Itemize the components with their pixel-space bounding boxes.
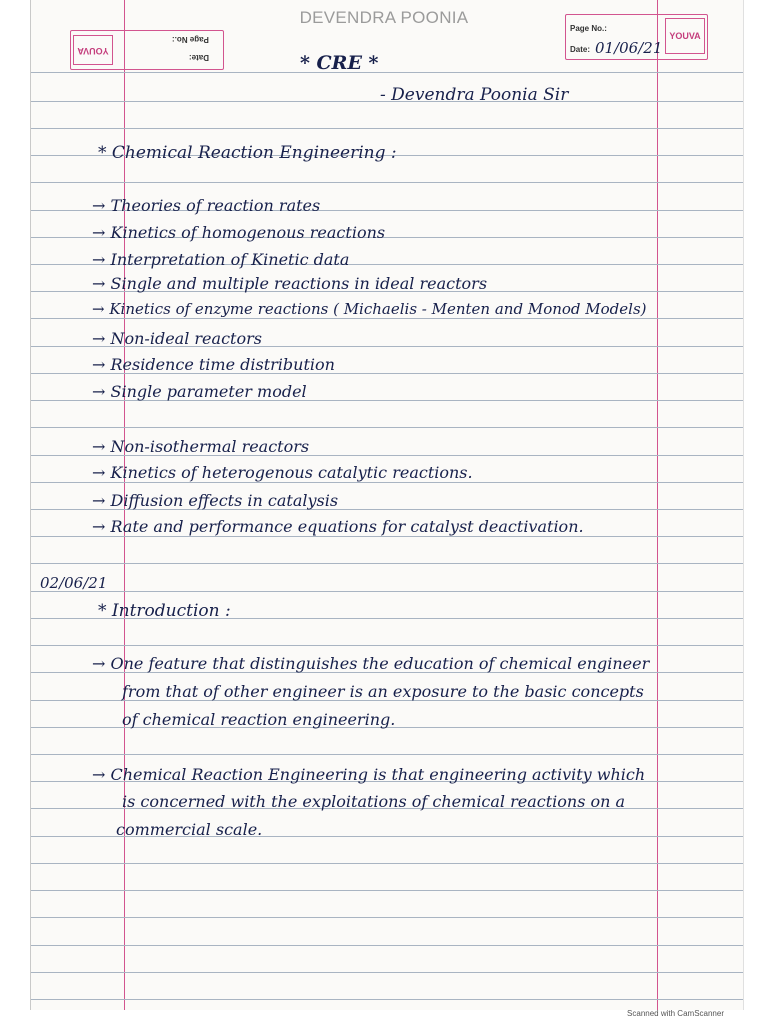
list-item: → Theories of reaction rates: [92, 196, 321, 215]
ruled-line: [31, 917, 743, 918]
page-title: * CRE *: [300, 52, 379, 74]
section-heading: * Chemical Reaction Engineering :: [98, 143, 397, 163]
right-margin-line: [657, 0, 658, 1010]
ruled-line: [31, 972, 743, 973]
ruled-line: [31, 645, 743, 646]
header-box-right: [565, 14, 708, 60]
date-label: Date:: [570, 45, 591, 54]
page-no-label: Page No.:: [172, 35, 209, 44]
list-item: → Non-isothermal reactors: [92, 437, 310, 456]
scanner-footer: Scanned with CamScanner: [627, 1009, 724, 1018]
ruled-line: [31, 890, 743, 891]
page-no-label: Page No.:: [570, 24, 607, 33]
ruled-line: [31, 945, 743, 946]
list-item: → Residence time distribution: [92, 355, 335, 374]
header-box-left: [70, 30, 224, 70]
list-item: → Interpretation of Kinetic data: [92, 250, 350, 269]
ruled-line: [31, 754, 743, 755]
ruled-line: [31, 427, 743, 428]
paragraph-line: of chemical reaction engineering.: [122, 710, 396, 729]
youva-logo: YOUVA: [73, 35, 113, 65]
paragraph-line: is concerned with the exploitations of chemical reactions on a: [122, 792, 626, 811]
list-item: → Kinetics of heterogenous catalytic reactions.: [92, 463, 473, 482]
ruled-line: [31, 482, 743, 483]
list-item: → Diffusion effects in catalysis: [92, 491, 339, 510]
ruled-line: [31, 318, 743, 319]
ruled-line: [31, 591, 743, 592]
list-item: → Rate and performance equations for catalyst deactivation.: [92, 517, 584, 536]
ruled-line: [31, 72, 743, 73]
paragraph-line: commercial scale.: [116, 820, 263, 839]
ruled-line: [31, 536, 743, 537]
entry-date: 02/06/21: [40, 574, 108, 592]
list-item: → Single and multiple reactions in ideal reactors: [92, 274, 488, 293]
ruled-line: [31, 182, 743, 183]
ruled-line: [31, 863, 743, 864]
list-item: → Kinetics of enzyme reactions ( Michaelis - Menten and Monod Models): [92, 300, 647, 318]
date-value: 01/06/21: [595, 39, 663, 57]
list-item: → Kinetics of homogenous reactions: [92, 223, 386, 242]
ruled-line: [31, 563, 743, 564]
paragraph-line: from that of other engineer is an exposure to the basic concepts: [122, 682, 644, 701]
ruled-line: [31, 999, 743, 1000]
youva-logo: YOUVA: [665, 18, 705, 54]
watermark: DEVENDRA POONIA: [299, 8, 469, 27]
author-line: - Devendra Poonia Sir: [380, 85, 569, 105]
ruled-line: [31, 128, 743, 129]
section-heading: * Introduction :: [98, 601, 231, 621]
paragraph-line: → Chemical Reaction Engineering is that engineering activity which: [92, 765, 646, 784]
list-item: → Non-ideal reactors: [92, 329, 262, 348]
date-label: Date:: [188, 53, 209, 62]
list-item: → Single parameter model: [92, 382, 307, 401]
paragraph-line: → One feature that distinguishes the education of chemical engineer: [92, 654, 650, 673]
